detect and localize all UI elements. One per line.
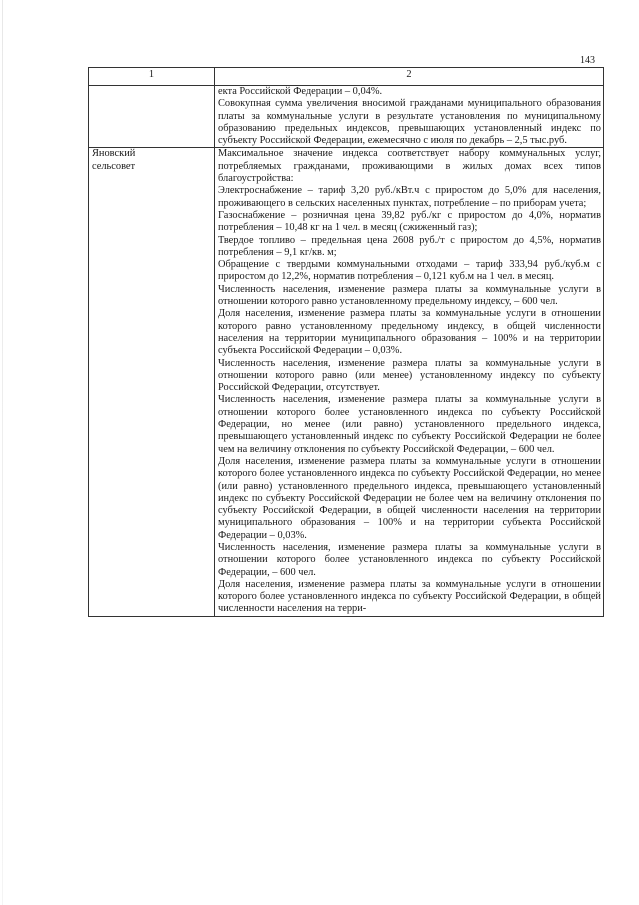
table-header-row — [89, 68, 604, 86]
municipality-cell-empty — [89, 86, 215, 148]
table-row-continuation — [89, 86, 604, 148]
paragraph-electricity: Электроснабжение – тариф 3,20 руб./кВт.ч с приростом до 5,0% для населения, проживающего в сельских населенных пунктах, потребление – по приборам учета; — [218, 185, 601, 209]
paragraph-solid-fuel: Твердое топливо – предельная цена 2608 руб./т с приростом до 4,5%, норматив потребления – 9,1 кг/кв. м; — [218, 234, 601, 258]
document-table — [88, 67, 604, 617]
paragraph: Доля населения, изменение размера платы за коммунальные услуги в отношении которого более установленного индекса по субъекту Российской Федерации, в общей численности населения на терри- — [218, 578, 601, 615]
column-header-1: 1 — [89, 68, 215, 86]
paragraph-gas: Газоснабжение – розничная цена 39,82 руб./кг с приростом до 4,0%, норматив потребления – 10,48 кг на 1 чел. в месяц (сжиженный газ); — [218, 209, 601, 234]
paragraph: Численность населения, изменение размера платы за коммунальные услуги в отношении которого более установленного индекса по субъекту Российской Федерации, – 600 чел. — [218, 541, 601, 578]
paragraph: Численность населения, изменение размера платы за коммунальные услуги в отношении которого более установленного индекса по субъекту Российской Федерации, но менее (или равно) установленного предельного индекса, превышающего установленный индекс по субъекту Российской Федерации не более чем на величину отклонения по субъекту Российской Федерации, – 600 чел. — [218, 394, 601, 455]
description-cell — [215, 86, 604, 148]
paragraph: екта Российской Федерации – 0,04%. — [218, 86, 383, 97]
paragraph-index-summary: Максимальное значение индекса соответствует набору коммунальных услуг, потребляемых гражданами, проживающими в жилых домах всех типов благоустройства: — [218, 148, 601, 185]
table-row-yanovsky — [89, 148, 604, 616]
scan-edge — [2, 0, 3, 905]
page-number: 143 — [580, 55, 595, 66]
paragraph: Доля населения, изменение размера платы за коммунальные услуги в отношении которого более установленного индекса по субъекту Российской Федерации, но менее (или равно) установленного предельного индекса, превышающего установленный индекс по субъекту Российской Федерации не более чем на величину отклонения по субъекту Российской Федерации, в общей численности населения на территории муниципального образования – 100% и на территории субъекта Российской Федерации – 0,03%. — [218, 455, 601, 541]
municipality-name-line2: сельсовет — [92, 160, 136, 172]
paragraph-waste: Обращение с твердыми коммунальными отходами – тариф 333,94 руб./куб.м с приростом до 12,2%, норматив потребления – 0,121 куб.м на 1 чел. в месяц. — [218, 259, 601, 283]
description-cell — [215, 148, 604, 616]
paragraph: Численность населения, изменение размера платы за коммунальные услуги в отношении которого равно установленному предельному индексу, – 600 чел. — [218, 283, 601, 308]
municipality-name-line1: Яновский — [92, 148, 136, 160]
column-header-2: 2 — [215, 68, 604, 86]
paragraph: Совокупная сумма увеличения вносимой гражданами муниципального образования платы за коммунальные услуги в результате установления по муниципальному образованию предельных индексов, превышающих установленный индекс по субъекту Российской Федерации, ежемесячно с июля по декабрь – 2,5 тыс.руб. — [218, 98, 601, 147]
paragraph: Численность населения, изменение размера платы за коммунальные услуги в отношении которого равно (или менее) установленному индексу по субъекту Российской Федерации, отсутствует. — [218, 357, 601, 394]
municipality-cell — [89, 148, 215, 616]
paragraph: Доля населения, изменение размера платы за коммунальные услуги в отношении которого равно установленному предельному индексу, в общей численности населения на территории муниципального образования – 100% и на территории субъекта Российской Федерации – 0,03%. — [218, 308, 601, 357]
